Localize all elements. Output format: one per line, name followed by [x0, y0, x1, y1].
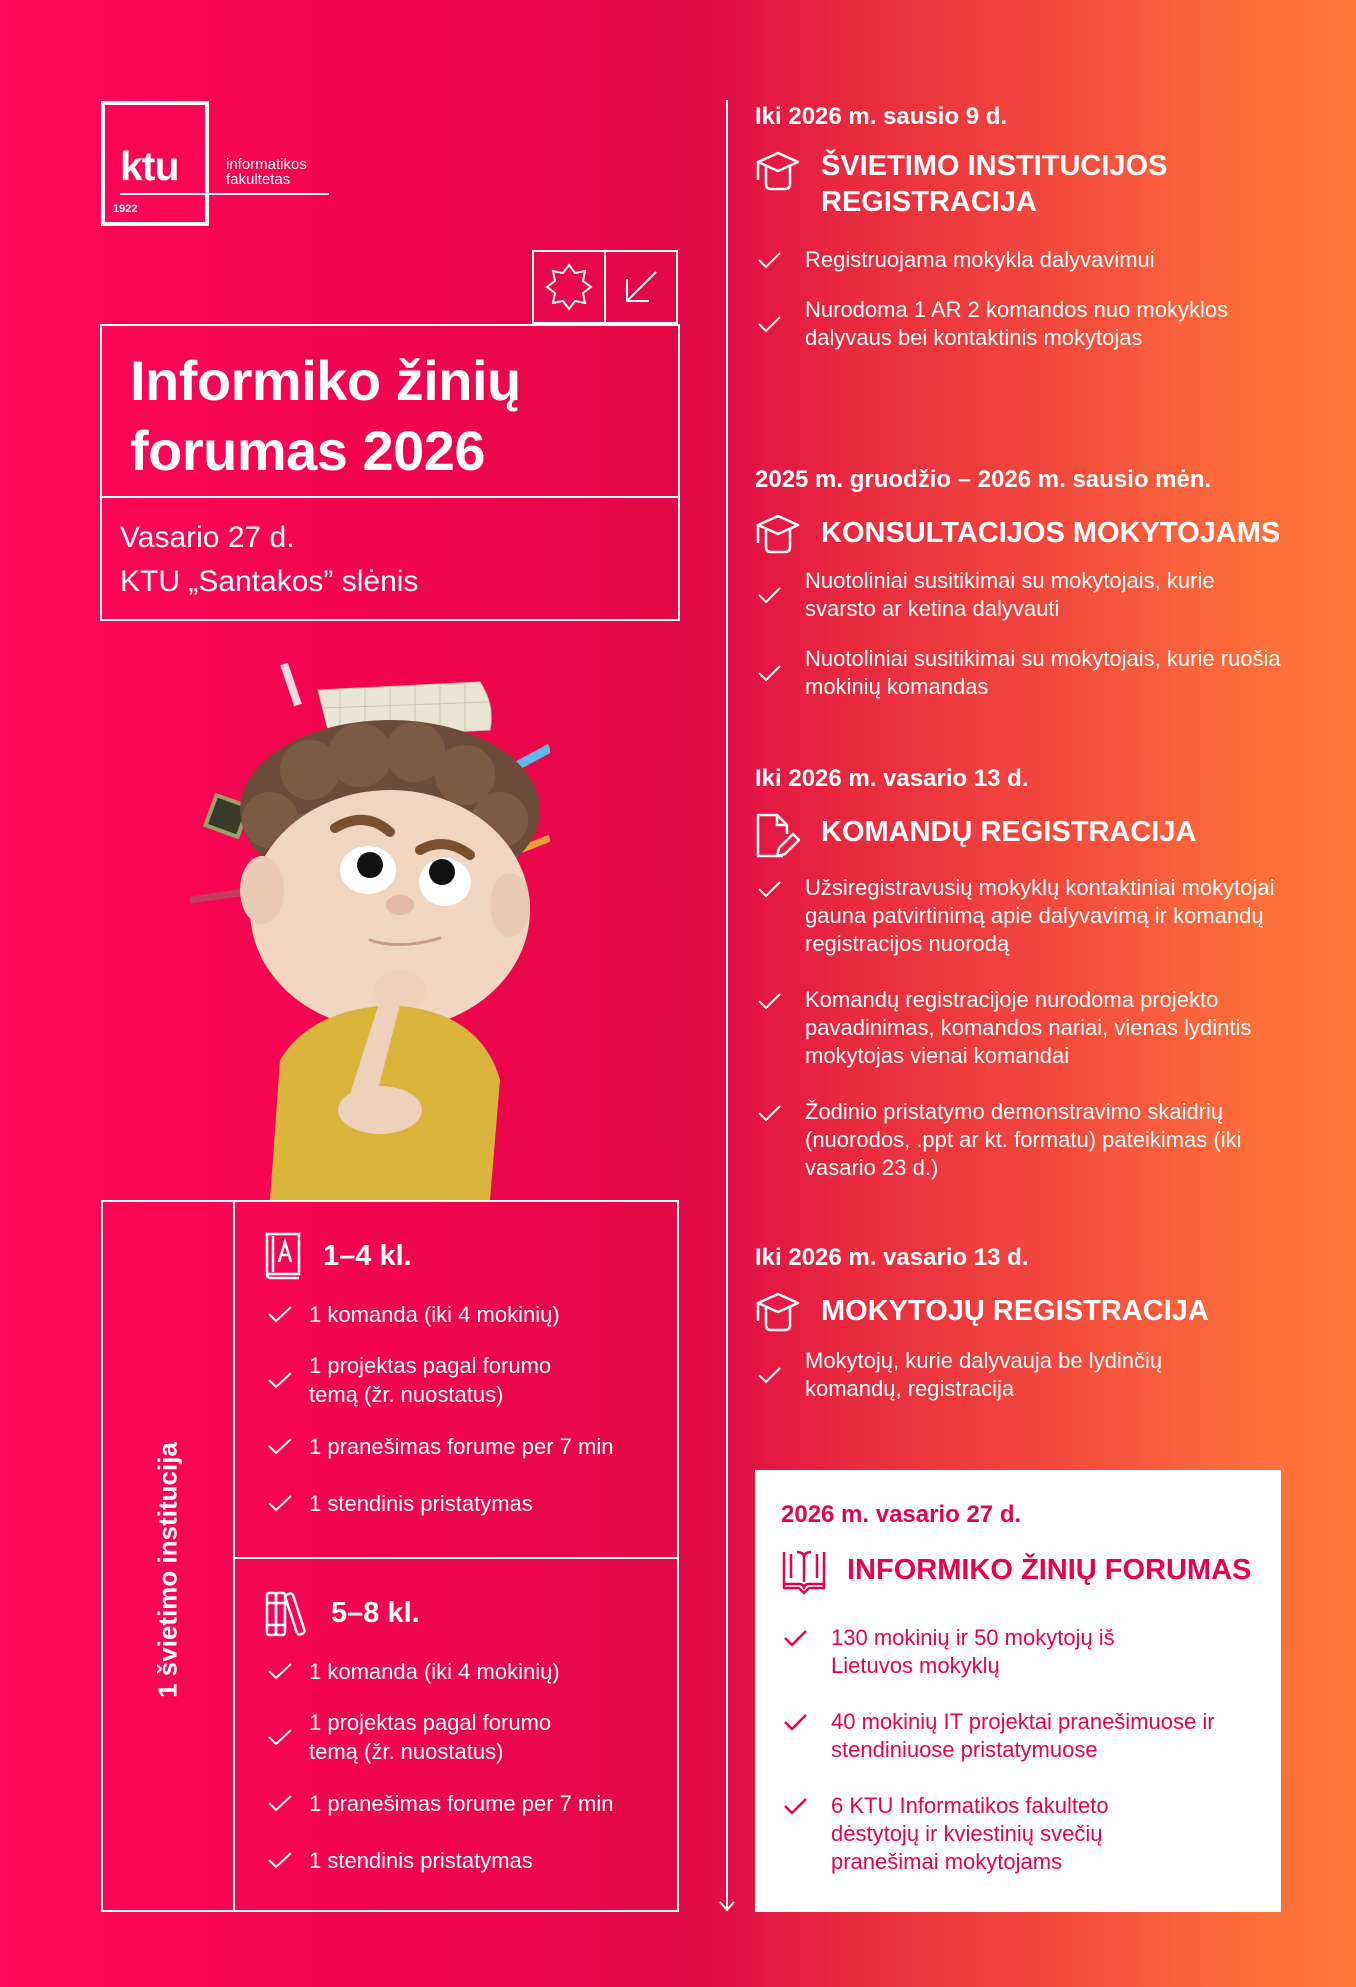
step-item [755, 645, 1315, 701]
grade-item-text: 1 komanda (iki 4 mokinių) [309, 1301, 560, 1327]
grade-item [265, 1651, 677, 1691]
logo-underline [120, 193, 329, 195]
check-icon [265, 1369, 295, 1391]
grade-item-text: 1 pranešimas forume per 7 min [309, 1790, 614, 1816]
timeline-step-institution-registration [755, 102, 1315, 374]
event-title-box [100, 324, 680, 621]
logo-faculty-line1: informatikos [226, 156, 307, 173]
event-date: Vasario 27 d. [120, 521, 295, 554]
step-items [755, 246, 1315, 352]
step-date: Iki 2026 m. vasario 13 d. [755, 1244, 1029, 1271]
step-item [755, 567, 1315, 623]
grade-item-text: 1 projektas pagal forumo temą (žr. nuostatus) [309, 1353, 552, 1407]
grade-item [265, 1426, 677, 1466]
books-icon [265, 1589, 309, 1637]
grade-item-text: 1 pranešimas forume per 7 min [309, 1433, 614, 1459]
grades-box [101, 1200, 679, 1912]
step-item [755, 1347, 1315, 1403]
step-header [781, 1546, 1281, 1596]
star-tile [532, 250, 606, 324]
logo-faculty-line2: fakultetas [226, 171, 291, 188]
step-title [821, 148, 1167, 220]
step-items [755, 567, 1315, 701]
check-icon [755, 878, 783, 900]
event-title-line1: Informiko žinių [130, 349, 521, 412]
title-section [102, 326, 678, 498]
step-item [755, 246, 1315, 274]
institution-label: 1 švietimo institucija [152, 1442, 183, 1699]
check-icon [265, 1435, 295, 1457]
check-icon [781, 1711, 809, 1733]
check-icon [265, 1726, 295, 1748]
step-item-text: Žodinio pristatymo demonstravimo skaidrių (nuorodos, .ppt ar kt. formatu) pateikimas (iki vasario 23 d.) [805, 1099, 1242, 1180]
step-header [755, 1289, 1315, 1333]
arrow-down-left-icon [623, 269, 659, 305]
step-item [781, 1624, 1281, 1680]
check-icon [781, 1795, 809, 1817]
step-date: Iki 2026 m. vasario 13 d. [755, 765, 1029, 792]
character-illustration [190, 660, 550, 1200]
grade-header [265, 1232, 677, 1280]
check-icon [755, 1102, 783, 1124]
grade-item-text: 1 stendinis pristatymas [309, 1847, 533, 1873]
graduation-cap-icon [755, 1291, 801, 1333]
grade-item [265, 1783, 677, 1823]
open-book-icon [781, 1548, 827, 1596]
grade-item [265, 1840, 677, 1880]
step-item [755, 1098, 1315, 1182]
grade-item [265, 1483, 677, 1523]
step-item [755, 874, 1315, 958]
logo-brand: ktu [120, 143, 179, 189]
event-location: KTU „Santakos” slėnis [120, 565, 419, 598]
document-edit-icon [755, 812, 801, 860]
timeline-line [726, 100, 728, 1910]
step-date: 2026 m. vasario 27 d. [781, 1501, 1022, 1528]
grade-sections [235, 1202, 677, 1910]
check-icon [781, 1627, 809, 1649]
step-item [781, 1792, 1281, 1876]
step-items [755, 874, 1315, 1182]
check-icon [755, 249, 783, 271]
step-title: KOMANDŲ REGISTRACIJA [821, 816, 1197, 848]
step-item-text: Mokytojų, kurie dalyvauja be lydinčių komandų, registracija [805, 1348, 1163, 1401]
step-item [781, 1708, 1281, 1764]
step-date: Iki 2026 m. sausio 9 d. [755, 103, 1008, 130]
step-title: INFORMIKO ŽINIŲ FORUMAS [847, 1554, 1252, 1586]
step-title: KONSULTACIJOS MOKYTOJAMS [821, 517, 1281, 549]
arrow-down-icon [717, 1898, 737, 1914]
check-icon [265, 1849, 295, 1871]
step-title-line2: REGISTRACIJA [821, 186, 1037, 218]
step-item-text: Nuotoliniai susitikimai su mokytojais, kurie svarsto ar ketina dalyvauti [805, 568, 1215, 621]
step-item-text: Komandų registracijoje nurodoma projekto pavadinimas, komandos nariai, vienas lydintis mokytojas vienai komandai [805, 987, 1252, 1068]
logo-faculty [226, 157, 307, 187]
eight-point-star-icon [545, 263, 593, 311]
timeline-step-team-registration [755, 764, 1315, 1204]
grade-section-1-4 [235, 1202, 677, 1557]
event-details [102, 498, 678, 604]
step-item-text: 40 mokinių IT projektai pranešimuose ir stendiniuose pristatymuose [831, 1709, 1215, 1762]
step-item-text: Nurodoma 1 AR 2 komandos nuo mokyklos dalyvaus bei kontaktinis mokytojas [805, 297, 1229, 350]
check-icon [755, 990, 783, 1012]
step-item [755, 986, 1315, 1070]
timeline-step-consultations [755, 465, 1315, 723]
step-title: MOKYTOJŲ REGISTRACIJA [821, 1295, 1209, 1327]
logo-year: 1922 [113, 203, 138, 215]
step-title-line1: ŠVIETIMO INSTITUCIJOS [821, 150, 1168, 182]
arrow-tile [604, 250, 678, 324]
graduation-cap-icon [755, 513, 801, 555]
step-date: 2025 m. gruodžio – 2026 m. sausio mėn. [755, 466, 1212, 493]
grade-section-5-8 [235, 1557, 677, 1910]
graduation-cap-icon [755, 150, 801, 192]
step-item-text: Užsiregistravusių mokyklų kontaktiniai mokytojai gauna patvirtinimą apie dalyvavimą ir komandų registracijos nuorodą [805, 875, 1275, 956]
step-item-text: Registruojama mokykla dalyvavimui [805, 247, 1155, 272]
check-icon [755, 662, 783, 684]
grade-item [265, 1708, 677, 1766]
alphabet-book-icon [265, 1232, 301, 1280]
step-items [781, 1624, 1281, 1876]
institution-column [103, 1202, 235, 1910]
step-items [755, 1347, 1315, 1403]
grade-item [265, 1351, 677, 1409]
grade-item-text: 1 stendinis pristatymas [309, 1490, 533, 1516]
check-icon [265, 1660, 295, 1682]
check-icon [755, 313, 783, 335]
grade-title: 5–8 kl. [331, 1596, 420, 1629]
step-header [755, 148, 1315, 220]
check-icon [265, 1303, 295, 1325]
grade-item-text: 1 komanda (iki 4 mokinių) [309, 1658, 560, 1684]
step-header [755, 511, 1315, 555]
grade-item [265, 1294, 677, 1334]
grade-header [265, 1589, 677, 1637]
timeline-step-forum-highlight [755, 1470, 1281, 1912]
step-header [755, 810, 1315, 860]
grade-title: 1–4 kl. [323, 1239, 412, 1272]
timeline-step-teacher-registration [755, 1243, 1315, 1425]
step-item-text: 130 mokinių ir 50 mokytojų iš Lietuvos mokyklų [831, 1625, 1115, 1678]
step-item-text: Nuotoliniai susitikimai su mokytojais, kurie ruošia mokinių komandas [805, 646, 1281, 699]
check-icon [755, 584, 783, 606]
check-icon [755, 1364, 783, 1386]
step-item-text: 6 KTU Informatikos fakulteto dėstytojų ir kviestinių svečių pranešimai mokytojams [831, 1793, 1109, 1874]
step-item [755, 296, 1315, 352]
check-icon [265, 1792, 295, 1814]
grade-item-text: 1 projektas pagal forumo temą (žr. nuostatus) [309, 1710, 552, 1764]
check-icon [265, 1492, 295, 1514]
event-title-line2: forumas 2026 [130, 419, 486, 482]
